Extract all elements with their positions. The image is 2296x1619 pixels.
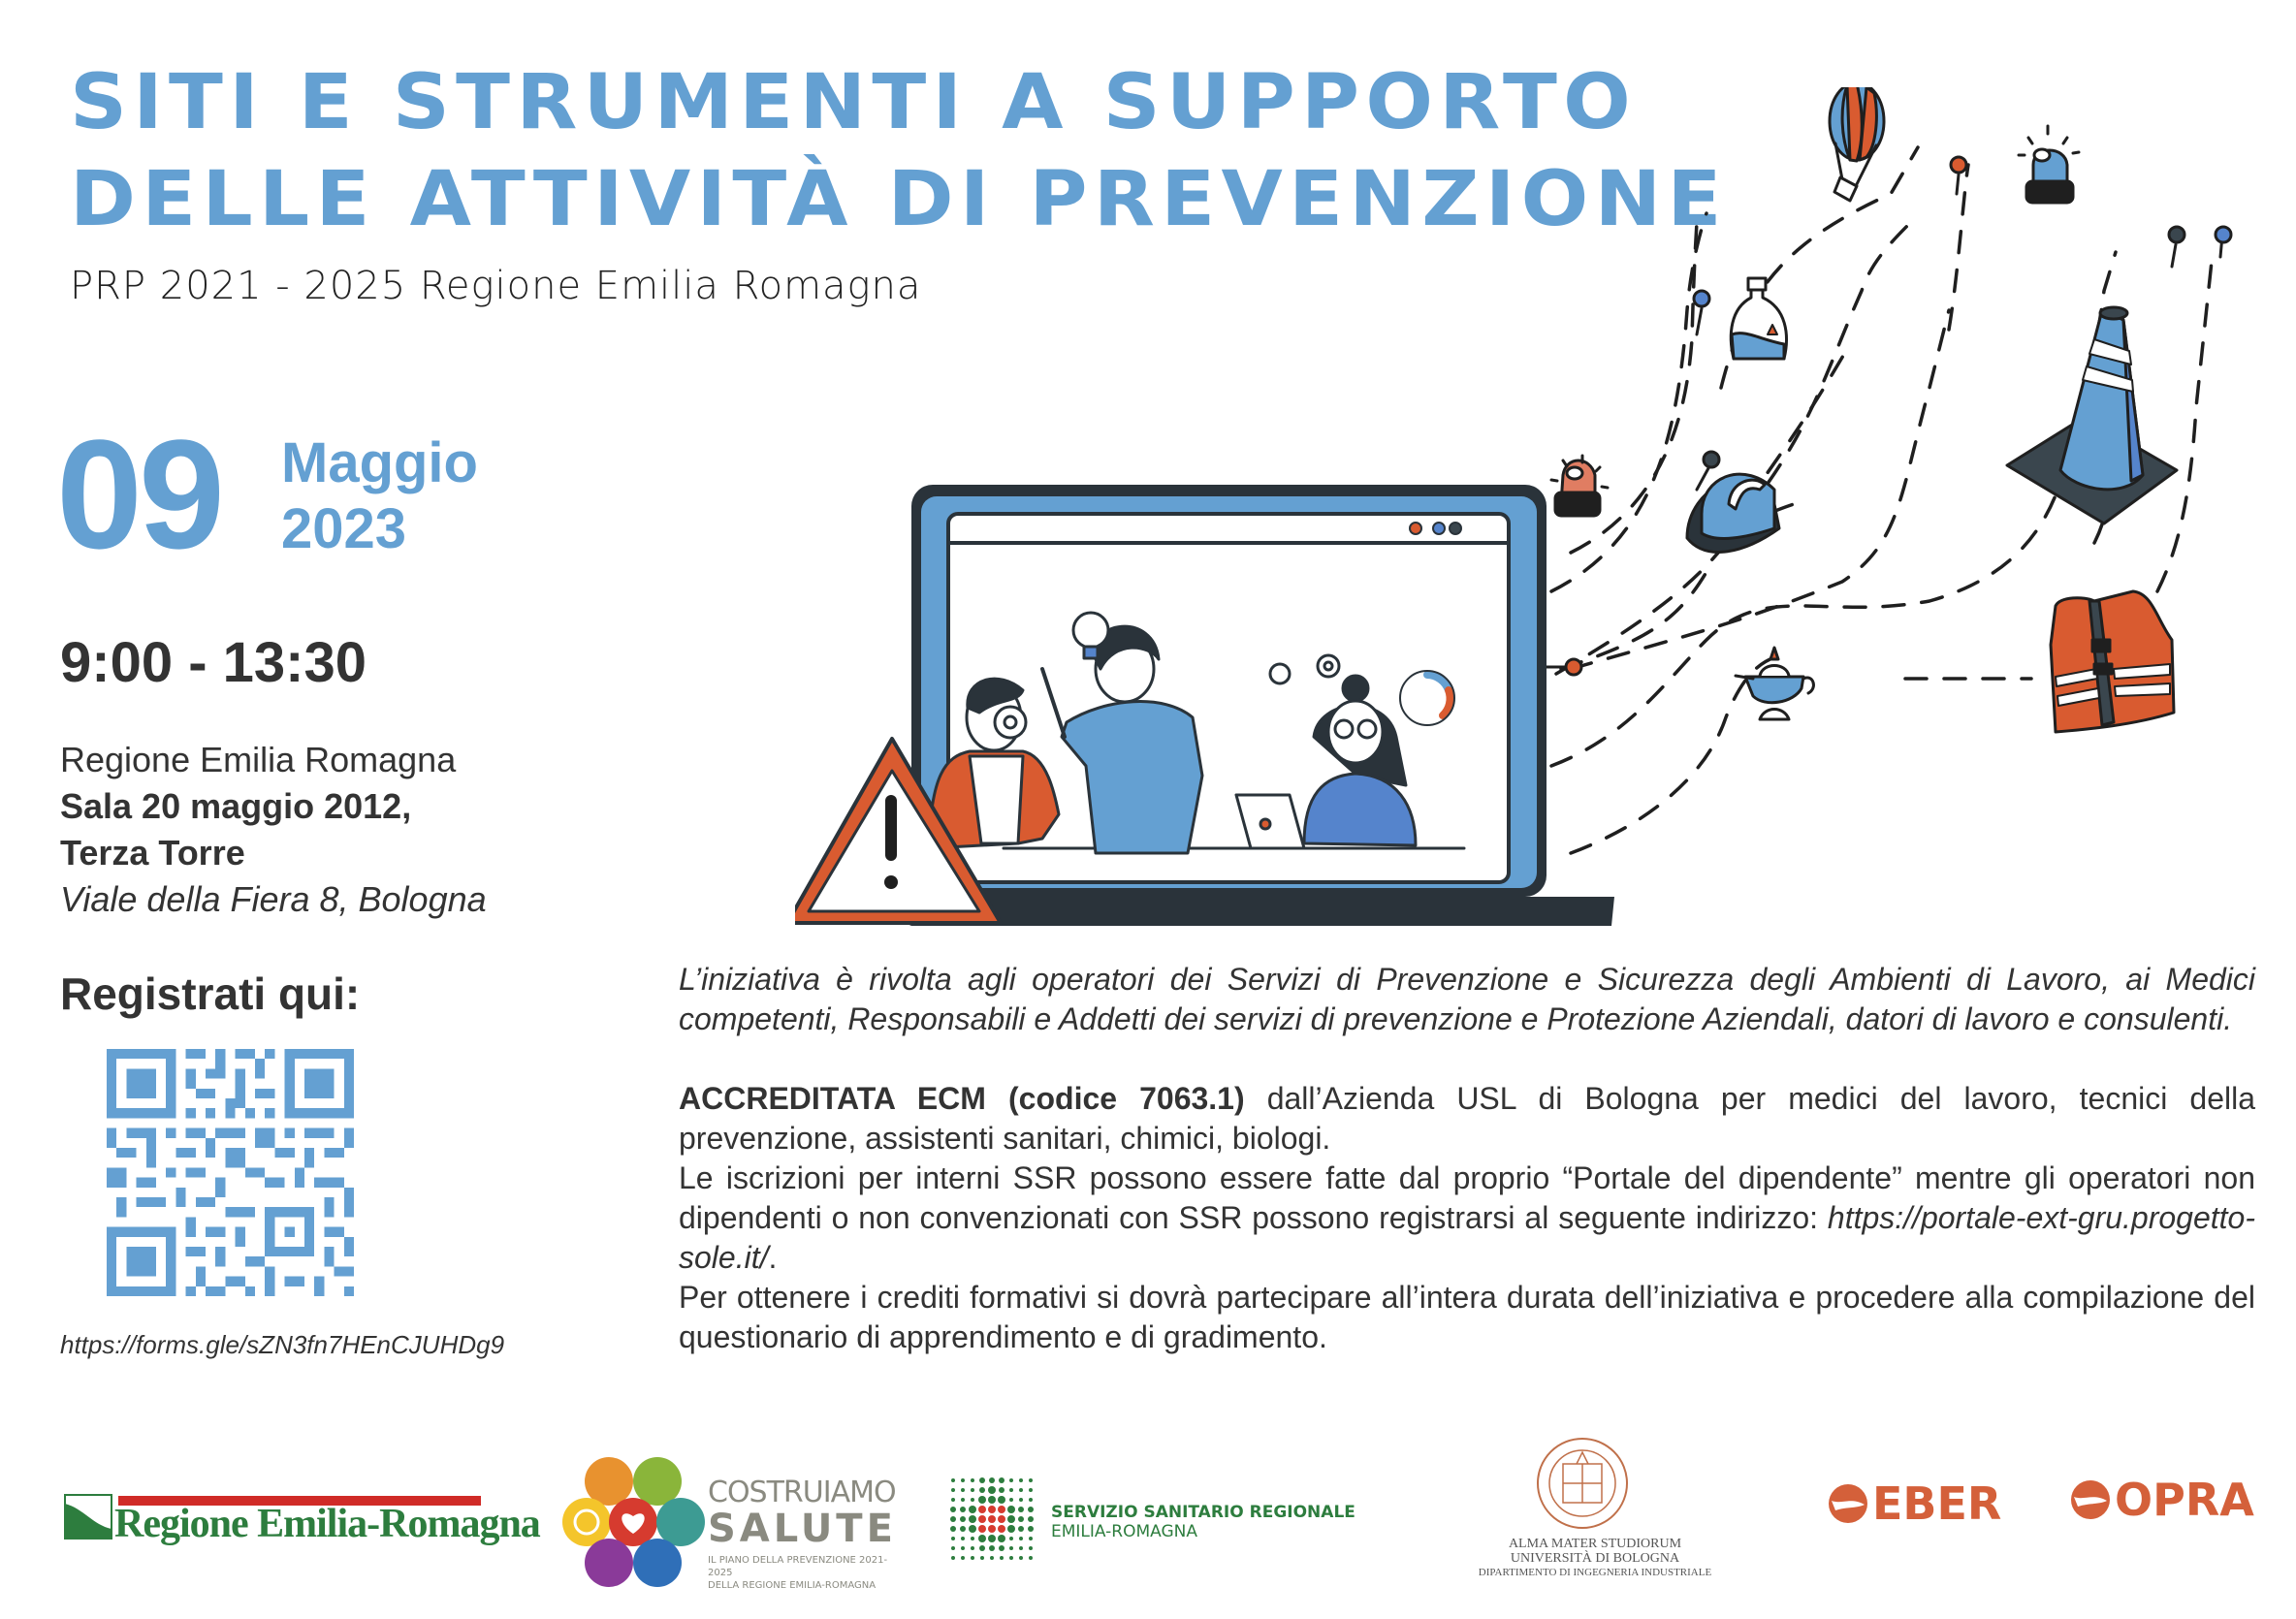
- unibo-seal-icon: [1534, 1435, 1631, 1532]
- event-venue: [60, 737, 487, 923]
- event-year: 2023: [281, 497, 407, 560]
- unibo-text: [1454, 1537, 1736, 1580]
- venue-organization: Regione Emilia Romagna: [60, 740, 457, 779]
- unibo-line-1: ALMA MATER STUDIORUM: [1508, 1537, 1682, 1551]
- logo-opra: [2070, 1474, 2254, 1526]
- portal-link[interactable]: https://portale-ext-gru.progetto-sole.it/: [679, 1200, 2255, 1275]
- logo-costruiamo-salute: [562, 1454, 897, 1591]
- ssr-text: [1051, 1503, 1355, 1541]
- opra-swirl-icon: [2070, 1479, 2111, 1520]
- eber-text: EBER: [1872, 1477, 2002, 1530]
- ssr-line-1: SERVIZIO SANITARIO REGIONALE: [1051, 1503, 1355, 1522]
- ssr-dot-cross-icon: [948, 1476, 1034, 1563]
- event-day: 09: [56, 407, 221, 581]
- logo-eber: [1828, 1477, 2001, 1530]
- registration-paragraph: [679, 1159, 2255, 1278]
- cs-small-1: IL PIANO DELLA PREVENZIONE 2021-2025: [708, 1555, 888, 1578]
- cs-small-2: DELLA REGIONE EMILIA-ROMAGNA: [708, 1580, 877, 1591]
- footer-logos: [0, 1435, 2296, 1619]
- accreditation-text: dall’Azienda USL di Bologna per medici del lavoro, tecnici della prevenzione, assistenti sanitari, chimici, biologi.: [679, 1081, 2256, 1156]
- logo-universita-bologna: [1454, 1435, 1745, 1619]
- registration-url[interactable]: https://forms.gle/sZN3fn7HEnCJUHDg9: [60, 1330, 505, 1359]
- rer-emblem-icon: [64, 1494, 112, 1540]
- title-line-2: DELLE ATTIVITÀ DI PREVENZIONE: [70, 156, 1728, 243]
- logo-servizio-sanitario-regionale: [948, 1476, 1355, 1572]
- opra-text: OPRA: [2115, 1474, 2254, 1526]
- event-month: Maggio: [281, 431, 478, 494]
- event-description: [679, 960, 2255, 1357]
- ssr-line-2: EMILIA-ROMAGNA: [1051, 1522, 1198, 1541]
- subtitle: PRP 2021 - 2025 Regione Emilia Romagna: [70, 264, 922, 308]
- costruiamo-salute-text: [708, 1476, 897, 1592]
- qr-code[interactable]: [107, 1049, 354, 1296]
- event-month-year: [281, 430, 478, 562]
- title-line-1: SITI E STRUMENTI A SUPPORTO: [70, 59, 1638, 146]
- rer-logo-text: Regione Emilia-Romagna: [114, 1502, 540, 1546]
- hero-illustration: [795, 87, 2296, 940]
- registration-title: Registrati qui:: [60, 968, 361, 1019]
- accreditation-code: (codice 7063.1): [1008, 1081, 1245, 1116]
- accreditation-paragraph: [679, 1079, 2255, 1159]
- cs-line-2: SALUTE: [708, 1507, 897, 1551]
- venue-room: Sala 20 maggio 2012,: [60, 786, 412, 826]
- venue-building: Terza Torre: [60, 833, 245, 873]
- eber-swirl-icon: [1828, 1483, 1868, 1524]
- costruiamo-salute-emblem-icon: [562, 1454, 708, 1590]
- cs-line-1: COSTRUIAMO: [708, 1476, 896, 1509]
- credits-paragraph: Per ottenere i crediti formativi si dovrà partecipare all’intera durata dell’iniziativa e procedere alla compilazione del questionario di apprendimento e di gradimento.: [679, 1280, 2255, 1354]
- portal-link-suffix: .: [768, 1240, 778, 1275]
- accreditation-label: ACCREDITATA ECM: [679, 1081, 1009, 1116]
- logo-regione-emilia-romagna: [0, 1435, 540, 1619]
- intro-paragraph: L’iniziativa è rivolta agli operatori dei Servizi di Prevenzione e Sicurezza degli Ambienti di Lavoro, ai Medici competenti, Responsabili e Addetti dei servizi di prevenzione e Protezione Aziendali, datori di lavoro e consulenti.: [679, 962, 2255, 1036]
- registration-text: Le iscrizioni per interni SSR possono essere fatte dal proprio “Portale del dipendente” mentre gli operatori non dipendenti o non convenzionati con SSR possono registrarsi al seguente indirizzo:: [679, 1160, 2255, 1235]
- event-time: 9:00 - 13:30: [60, 631, 367, 694]
- unibo-line-2: UNIVERSITÀ DI BOLOGNA: [1510, 1551, 1680, 1566]
- venue-address: Viale della Fiera 8, Bologna: [60, 879, 487, 919]
- unibo-line-3: DIPARTIMENTO DI INGEGNERIA INDUSTRIALE: [1478, 1567, 1712, 1578]
